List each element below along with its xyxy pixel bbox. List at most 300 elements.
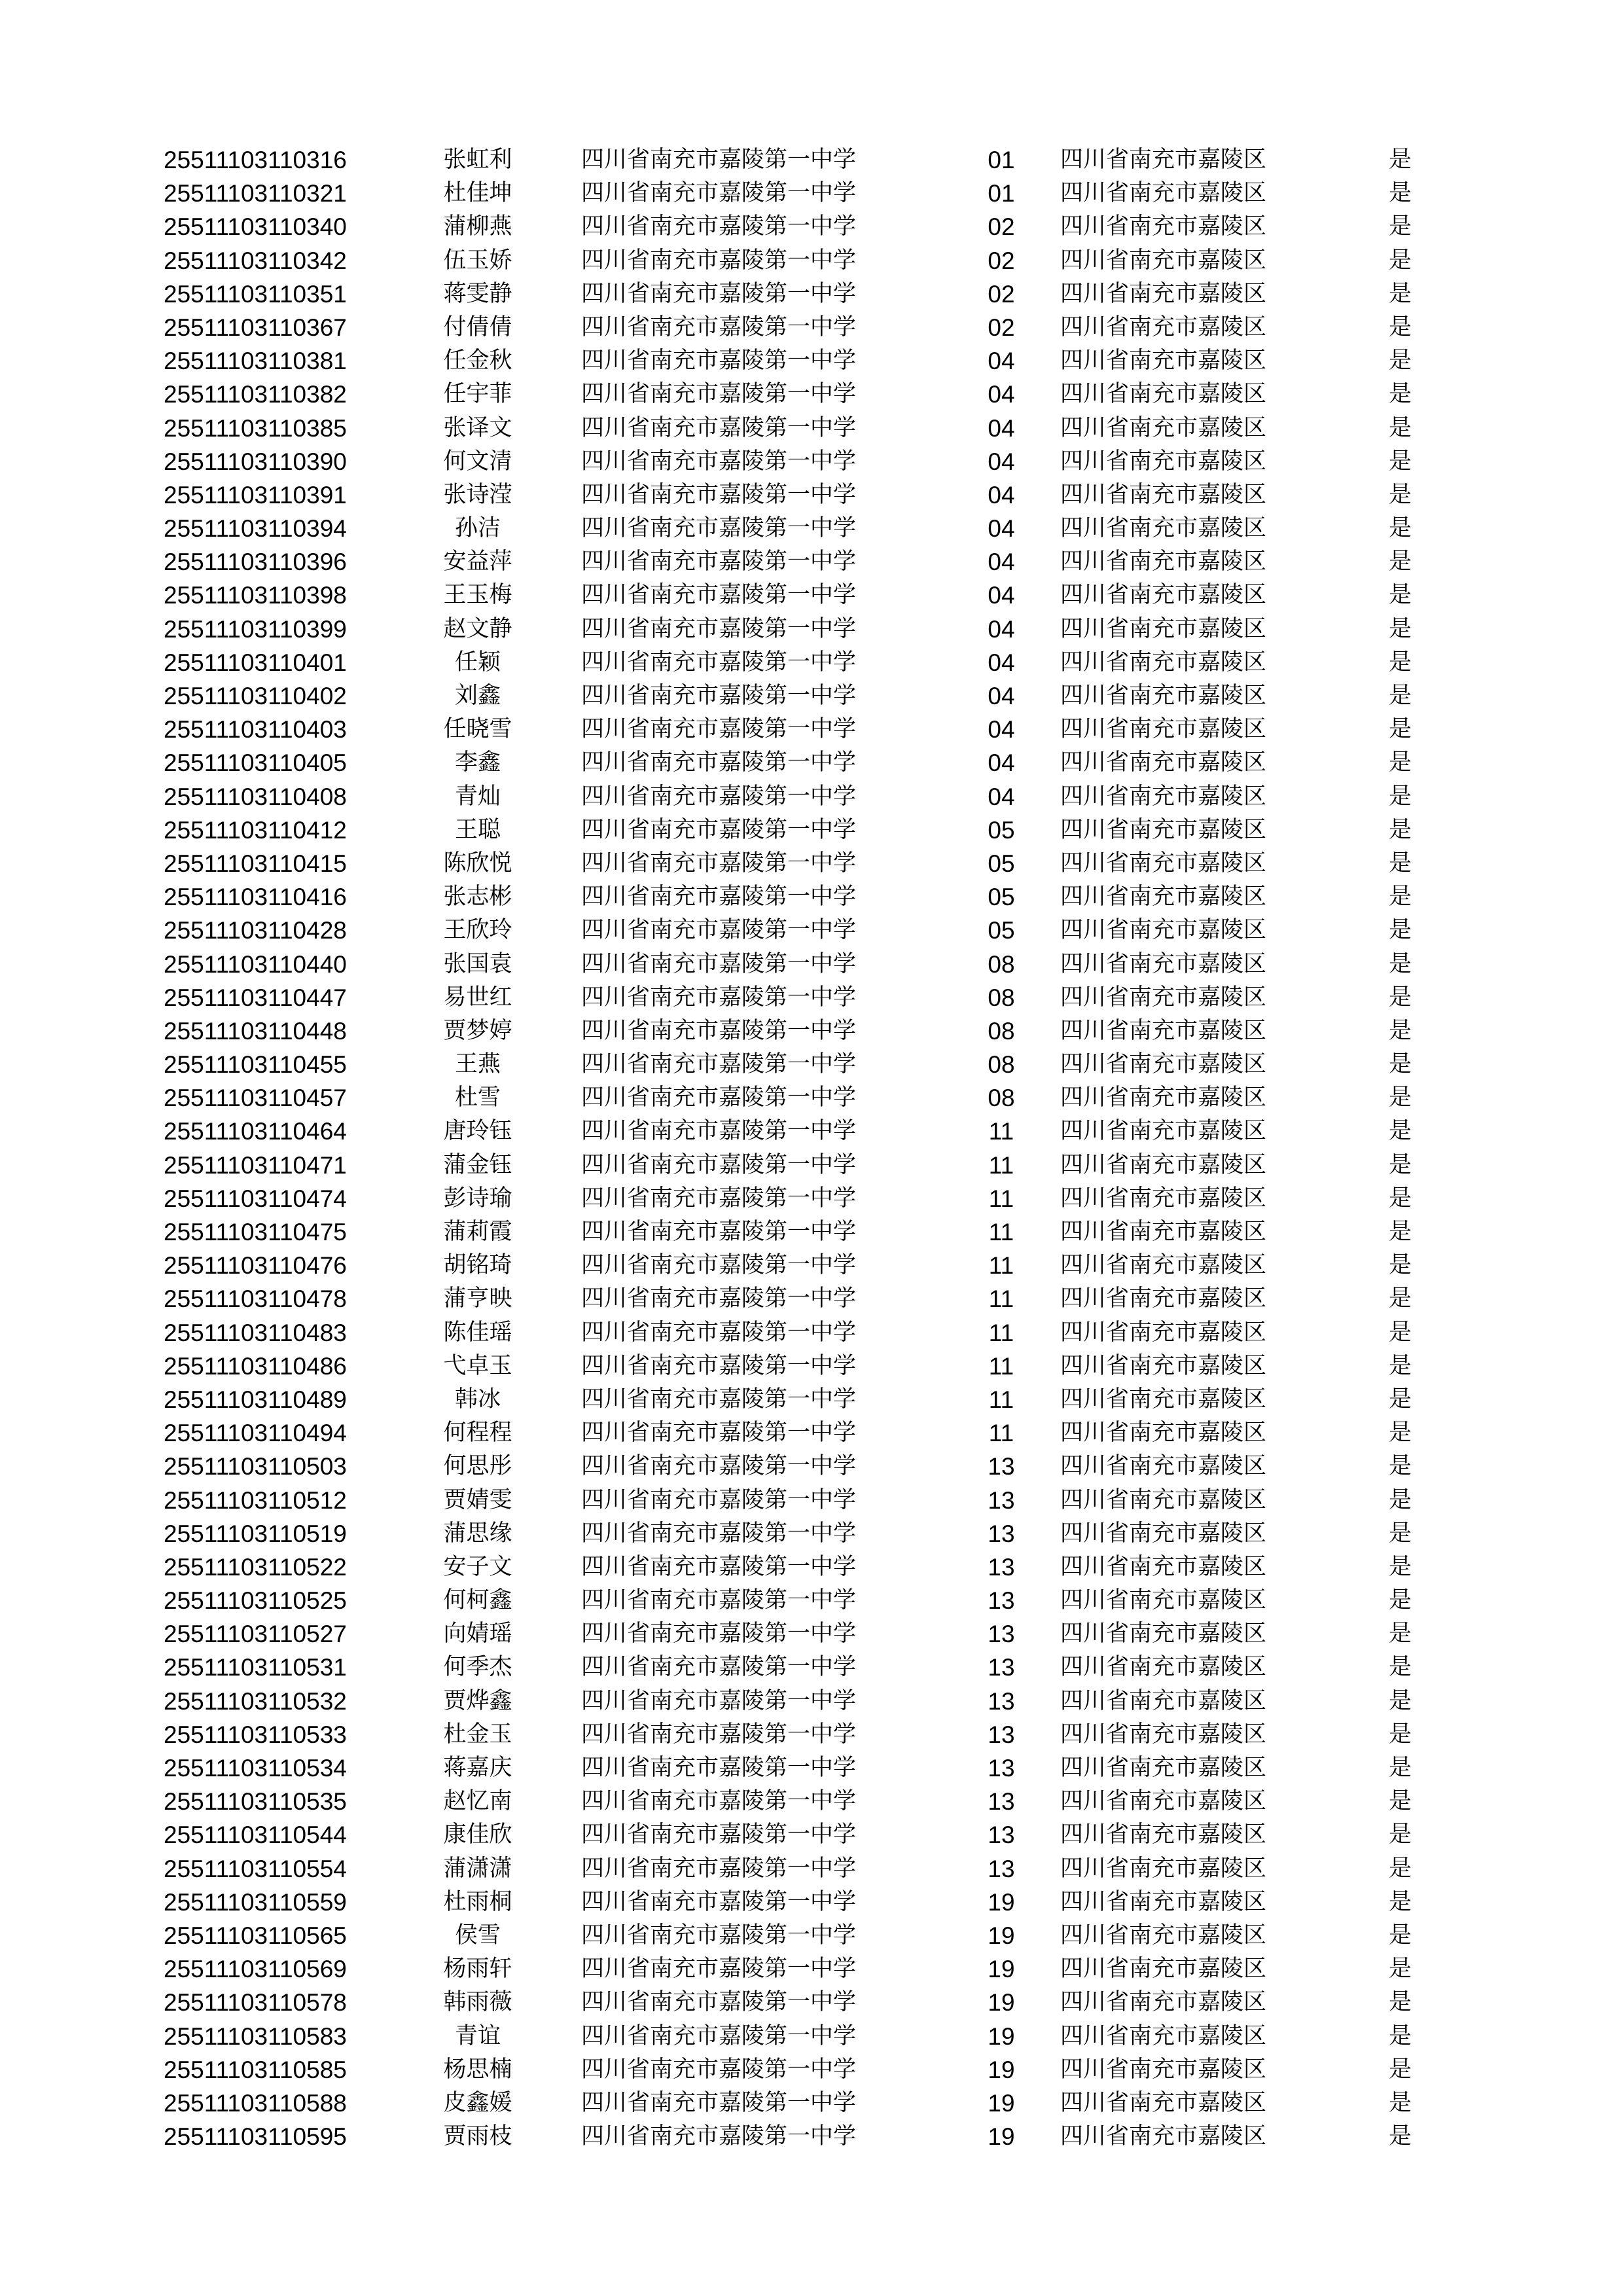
flag-cell: 是 bbox=[1389, 1386, 1412, 1412]
class-number-cell: 04 bbox=[988, 414, 1015, 442]
school-cell: 四川省南充市嘉陵第一中学 bbox=[581, 1486, 857, 1513]
flag-cell: 是 bbox=[1389, 2056, 1412, 2083]
student-name-cell: 何程程 bbox=[443, 1420, 512, 1446]
table-row bbox=[0, 1450, 1623, 1483]
school-cell: 四川省南充市嘉陵第一中学 bbox=[581, 1017, 857, 1044]
student-name-cell: 贾雨枝 bbox=[443, 2123, 512, 2150]
table-row bbox=[0, 1182, 1623, 1215]
student-name-cell: 杨思楠 bbox=[443, 2056, 512, 2083]
student-id-cell: 25511103110321 bbox=[164, 180, 347, 207]
class-number-cell: 11 bbox=[988, 1219, 1014, 1246]
school-cell: 四川省南充市嘉陵第一中学 bbox=[581, 1855, 857, 1882]
class-number-cell: 04 bbox=[988, 783, 1015, 810]
district-cell: 四川省南充市嘉陵区 bbox=[1060, 515, 1267, 542]
flag-cell: 是 bbox=[1389, 850, 1412, 876]
school-cell: 四川省南充市嘉陵第一中学 bbox=[581, 548, 857, 575]
table-row bbox=[0, 948, 1623, 981]
flag-cell: 是 bbox=[1389, 348, 1412, 374]
district-cell: 四川省南充市嘉陵区 bbox=[1060, 180, 1267, 207]
student-id-cell: 25511103110533 bbox=[164, 1721, 347, 1748]
flag-cell: 是 bbox=[1389, 1687, 1412, 1714]
student-name-cell: 安子文 bbox=[443, 1553, 512, 1580]
flag-cell: 是 bbox=[1389, 1621, 1412, 1647]
flag-cell: 是 bbox=[1389, 1185, 1412, 1211]
table-row bbox=[0, 2087, 1623, 2120]
school-cell: 四川省南充市嘉陵第一中学 bbox=[581, 1888, 857, 1915]
table-row bbox=[0, 1651, 1623, 1684]
district-cell: 四川省南充市嘉陵区 bbox=[1060, 950, 1267, 977]
flag-cell: 是 bbox=[1389, 515, 1412, 542]
student-name-cell: 付倩倩 bbox=[443, 314, 512, 340]
district-cell: 四川省南充市嘉陵区 bbox=[1060, 1319, 1267, 1346]
table-row bbox=[0, 1215, 1623, 1249]
class-number-cell: 08 bbox=[988, 984, 1015, 1011]
table-row bbox=[0, 1584, 1623, 1617]
student-id-cell: 25511103110399 bbox=[164, 615, 347, 643]
district-cell: 四川省南充市嘉陵区 bbox=[1060, 783, 1267, 810]
table-row bbox=[0, 1014, 1623, 1048]
district-cell: 四川省南充市嘉陵区 bbox=[1060, 1553, 1267, 1580]
student-name-cell: 皮鑫媛 bbox=[443, 2089, 512, 2116]
student-name-cell: 杜雨桐 bbox=[443, 1888, 512, 1915]
class-number-cell: 19 bbox=[988, 2089, 1015, 2117]
class-number-cell: 13 bbox=[988, 1553, 1015, 1581]
school-cell: 四川省南充市嘉陵第一中学 bbox=[581, 2056, 857, 2083]
district-cell: 四川省南充市嘉陵区 bbox=[1060, 1755, 1267, 1781]
district-cell: 四川省南充市嘉陵区 bbox=[1060, 1888, 1267, 1915]
district-cell: 四川省南充市嘉陵区 bbox=[1060, 1252, 1267, 1279]
student-id-cell: 25511103110385 bbox=[164, 414, 347, 442]
class-number-cell: 11 bbox=[988, 1252, 1014, 1280]
student-id-cell: 25511103110531 bbox=[164, 1654, 347, 1681]
class-number-cell: 04 bbox=[988, 649, 1015, 676]
student-name-cell: 侯雪 bbox=[454, 1922, 501, 1948]
student-id-cell: 25511103110535 bbox=[164, 1788, 347, 1816]
district-cell: 四川省南充市嘉陵区 bbox=[1060, 1788, 1267, 1815]
school-cell: 四川省南充市嘉陵第一中学 bbox=[581, 950, 857, 977]
student-id-cell: 25511103110544 bbox=[164, 1821, 347, 1849]
student-id-cell: 25511103110381 bbox=[164, 348, 347, 375]
district-cell: 四川省南充市嘉陵区 bbox=[1060, 1587, 1267, 1614]
student-id-cell: 25511103110486 bbox=[164, 1352, 347, 1380]
class-number-cell: 01 bbox=[988, 180, 1015, 207]
student-name-cell: 王玉梅 bbox=[443, 582, 512, 609]
class-number-cell: 05 bbox=[988, 816, 1015, 844]
student-id-cell: 25511103110585 bbox=[164, 2056, 347, 2083]
district-cell: 四川省南充市嘉陵区 bbox=[1060, 2056, 1267, 2083]
school-cell: 四川省南充市嘉陵第一中学 bbox=[581, 1587, 857, 1614]
student-id-cell: 25511103110415 bbox=[164, 850, 347, 877]
district-cell: 四川省南充市嘉陵区 bbox=[1060, 2022, 1267, 2049]
school-cell: 四川省南充市嘉陵第一中学 bbox=[581, 1185, 857, 1211]
student-id-cell: 25511103110475 bbox=[164, 1219, 347, 1246]
school-cell: 四川省南充市嘉陵第一中学 bbox=[581, 481, 857, 508]
table-row bbox=[0, 545, 1623, 579]
district-cell: 四川省南充市嘉陵区 bbox=[1060, 917, 1267, 944]
student-id-cell: 25511103110559 bbox=[164, 1888, 347, 1916]
school-cell: 四川省南充市嘉陵第一中学 bbox=[581, 816, 857, 843]
table-row bbox=[0, 1751, 1623, 1785]
student-name-cell: 蒲金钰 bbox=[443, 1151, 512, 1178]
student-id-cell: 25511103110474 bbox=[164, 1185, 347, 1212]
student-name-cell: 安益萍 bbox=[443, 548, 512, 575]
class-number-cell: 19 bbox=[988, 2022, 1015, 2050]
district-cell: 四川省南充市嘉陵区 bbox=[1060, 850, 1267, 876]
school-cell: 四川省南充市嘉陵第一中学 bbox=[581, 1285, 857, 1312]
class-number-cell: 04 bbox=[988, 381, 1015, 408]
student-id-cell: 25511103110569 bbox=[164, 1956, 347, 1983]
class-number-cell: 04 bbox=[988, 749, 1015, 777]
district-cell: 四川省南充市嘉陵区 bbox=[1060, 1654, 1267, 1681]
school-cell: 四川省南充市嘉陵第一中学 bbox=[581, 683, 857, 709]
district-cell: 四川省南充市嘉陵区 bbox=[1060, 381, 1267, 408]
table-row bbox=[0, 278, 1623, 311]
district-cell: 四川省南充市嘉陵区 bbox=[1060, 1621, 1267, 1647]
school-cell: 四川省南充市嘉陵第一中学 bbox=[581, 1821, 857, 1848]
student-table bbox=[0, 143, 1623, 2153]
table-row bbox=[0, 1517, 1623, 1551]
flag-cell: 是 bbox=[1389, 1017, 1412, 1044]
district-cell: 四川省南充市嘉陵区 bbox=[1060, 1051, 1267, 1078]
flag-cell: 是 bbox=[1389, 1587, 1412, 1614]
student-id-cell: 25511103110448 bbox=[164, 1017, 347, 1045]
flag-cell: 是 bbox=[1389, 615, 1412, 642]
class-number-cell: 04 bbox=[988, 716, 1015, 744]
flag-cell: 是 bbox=[1389, 582, 1412, 609]
student-id-cell: 25511103110428 bbox=[164, 917, 347, 944]
class-number-cell: 05 bbox=[988, 850, 1015, 877]
table-row bbox=[0, 1149, 1623, 1182]
class-number-cell: 13 bbox=[988, 1621, 1015, 1648]
student-name-cell: 彭诗瑜 bbox=[443, 1185, 512, 1211]
district-cell: 四川省南充市嘉陵区 bbox=[1060, 716, 1267, 743]
student-name-cell: 向婧瑶 bbox=[443, 1621, 512, 1647]
school-cell: 四川省南充市嘉陵第一中学 bbox=[581, 1252, 857, 1279]
table-row bbox=[0, 1952, 1623, 1986]
student-id-cell: 25511103110478 bbox=[164, 1285, 347, 1313]
flag-cell: 是 bbox=[1389, 1654, 1412, 1681]
student-name-cell: 陈佳瑶 bbox=[443, 1319, 512, 1346]
district-cell: 四川省南充市嘉陵区 bbox=[1060, 816, 1267, 843]
class-number-cell: 02 bbox=[988, 280, 1015, 308]
student-name-cell: 易世红 bbox=[443, 984, 512, 1011]
school-cell: 四川省南充市嘉陵第一中学 bbox=[581, 917, 857, 944]
table-row bbox=[0, 344, 1623, 378]
school-cell: 四川省南充市嘉陵第一中学 bbox=[581, 1151, 857, 1178]
student-name-cell: 青谊 bbox=[454, 2022, 501, 2049]
student-id-cell: 25511103110382 bbox=[164, 381, 347, 408]
table-row bbox=[0, 780, 1623, 814]
student-id-cell: 25511103110512 bbox=[164, 1486, 347, 1514]
table-row bbox=[0, 311, 1623, 344]
district-cell: 四川省南充市嘉陵区 bbox=[1060, 414, 1267, 441]
student-id-cell: 25511103110398 bbox=[164, 582, 347, 609]
district-cell: 四川省南充市嘉陵区 bbox=[1060, 1821, 1267, 1848]
district-cell: 四川省南充市嘉陵区 bbox=[1060, 649, 1267, 675]
school-cell: 四川省南充市嘉陵第一中学 bbox=[581, 850, 857, 876]
district-cell: 四川省南充市嘉陵区 bbox=[1060, 1922, 1267, 1948]
table-row bbox=[0, 1316, 1623, 1350]
table-row bbox=[0, 814, 1623, 847]
table-row bbox=[0, 143, 1623, 177]
district-cell: 四川省南充市嘉陵区 bbox=[1060, 1151, 1267, 1178]
flag-cell: 是 bbox=[1389, 984, 1412, 1011]
student-name-cell: 蒲柳燕 bbox=[443, 213, 512, 240]
flag-cell: 是 bbox=[1389, 1721, 1412, 1748]
table-row bbox=[0, 579, 1623, 612]
flag-cell: 是 bbox=[1389, 280, 1412, 307]
district-cell: 四川省南充市嘉陵区 bbox=[1060, 1386, 1267, 1412]
flag-cell: 是 bbox=[1389, 1888, 1412, 1915]
student-name-cell: 何文清 bbox=[443, 448, 512, 475]
table-row bbox=[0, 2053, 1623, 2087]
class-number-cell: 02 bbox=[988, 247, 1015, 274]
student-name-cell: 杨雨轩 bbox=[443, 1956, 512, 1982]
student-name-cell: 杜佳坤 bbox=[443, 180, 512, 207]
class-number-cell: 19 bbox=[988, 2123, 1015, 2151]
class-number-cell: 19 bbox=[988, 1888, 1015, 1916]
table-row bbox=[0, 177, 1623, 210]
student-name-cell: 任宇菲 bbox=[443, 381, 512, 408]
student-id-cell: 25511103110503 bbox=[164, 1453, 347, 1480]
flag-cell: 是 bbox=[1389, 1352, 1412, 1379]
flag-cell: 是 bbox=[1389, 1252, 1412, 1279]
school-cell: 四川省南充市嘉陵第一中学 bbox=[581, 1654, 857, 1681]
student-id-cell: 25511103110416 bbox=[164, 884, 347, 911]
table-row bbox=[0, 1282, 1623, 1316]
student-name-cell: 王聪 bbox=[454, 816, 501, 843]
student-id-cell: 25511103110476 bbox=[164, 1252, 347, 1280]
student-name-cell: 蒋嘉庆 bbox=[443, 1755, 512, 1781]
student-id-cell: 25511103110525 bbox=[164, 1587, 347, 1615]
flag-cell: 是 bbox=[1389, 448, 1412, 475]
class-number-cell: 13 bbox=[988, 1453, 1015, 1480]
student-id-cell: 25511103110408 bbox=[164, 783, 347, 810]
student-name-cell: 刘鑫 bbox=[454, 683, 501, 709]
district-cell: 四川省南充市嘉陵区 bbox=[1060, 683, 1267, 709]
class-number-cell: 04 bbox=[988, 582, 1015, 609]
student-id-cell: 25511103110447 bbox=[164, 984, 347, 1011]
student-id-cell: 25511103110394 bbox=[164, 515, 347, 543]
student-id-cell: 25511103110403 bbox=[164, 716, 347, 744]
class-number-cell: 13 bbox=[988, 1520, 1015, 1547]
school-cell: 四川省南充市嘉陵第一中学 bbox=[581, 1453, 857, 1480]
table-row bbox=[0, 1350, 1623, 1383]
flag-cell: 是 bbox=[1389, 716, 1412, 743]
flag-cell: 是 bbox=[1389, 749, 1412, 776]
class-number-cell: 13 bbox=[988, 1721, 1015, 1748]
student-id-cell: 25511103110340 bbox=[164, 213, 347, 241]
school-cell: 四川省南充市嘉陵第一中学 bbox=[581, 716, 857, 743]
student-id-cell: 25511103110588 bbox=[164, 2089, 347, 2117]
school-cell: 四川省南充市嘉陵第一中学 bbox=[581, 180, 857, 207]
school-cell: 四川省南充市嘉陵第一中学 bbox=[581, 1721, 857, 1748]
table-row bbox=[0, 1919, 1623, 1952]
table-row bbox=[0, 1551, 1623, 1584]
school-cell: 四川省南充市嘉陵第一中学 bbox=[581, 348, 857, 374]
student-name-cell: 孙洁 bbox=[454, 515, 501, 542]
district-cell: 四川省南充市嘉陵区 bbox=[1060, 1486, 1267, 1513]
class-number-cell: 11 bbox=[988, 1185, 1014, 1212]
student-name-cell: 蒲潇潇 bbox=[443, 1855, 512, 1882]
class-number-cell: 02 bbox=[988, 314, 1015, 341]
class-number-cell: 11 bbox=[988, 1118, 1014, 1145]
student-name-cell: 贾烨鑫 bbox=[443, 1687, 512, 1714]
school-cell: 四川省南充市嘉陵第一中学 bbox=[581, 1386, 857, 1412]
student-id-cell: 25511103110367 bbox=[164, 314, 347, 341]
district-cell: 四川省南充市嘉陵区 bbox=[1060, 1285, 1267, 1312]
district-cell: 四川省南充市嘉陵区 bbox=[1060, 884, 1267, 910]
district-cell: 四川省南充市嘉陵区 bbox=[1060, 1017, 1267, 1044]
student-id-cell: 25511103110401 bbox=[164, 649, 347, 676]
table-row bbox=[0, 746, 1623, 780]
student-id-cell: 25511103110595 bbox=[164, 2123, 347, 2151]
school-cell: 四川省南充市嘉陵第一中学 bbox=[581, 280, 857, 307]
school-cell: 四川省南充市嘉陵第一中学 bbox=[581, 247, 857, 274]
student-name-cell: 杜雪 bbox=[454, 1085, 501, 1111]
flag-cell: 是 bbox=[1389, 1855, 1412, 1882]
student-id-cell: 25511103110534 bbox=[164, 1755, 347, 1782]
student-id-cell: 25511103110316 bbox=[164, 147, 347, 173]
student-name-cell: 张诗滢 bbox=[443, 481, 512, 508]
class-number-cell: 13 bbox=[988, 1755, 1015, 1782]
flag-cell: 是 bbox=[1389, 683, 1412, 709]
student-id-cell: 25511103110396 bbox=[164, 548, 347, 576]
district-cell: 四川省南充市嘉陵区 bbox=[1060, 1687, 1267, 1714]
district-cell: 四川省南充市嘉陵区 bbox=[1060, 280, 1267, 307]
student-name-cell: 唐玲钰 bbox=[443, 1118, 512, 1145]
table-row bbox=[0, 512, 1623, 545]
district-cell: 四川省南充市嘉陵区 bbox=[1060, 1956, 1267, 1982]
student-name-cell: 任金秋 bbox=[443, 348, 512, 374]
table-row bbox=[0, 981, 1623, 1014]
student-id-cell: 25511103110471 bbox=[164, 1151, 347, 1179]
flag-cell: 是 bbox=[1389, 1319, 1412, 1346]
class-number-cell: 05 bbox=[988, 884, 1015, 911]
school-cell: 四川省南充市嘉陵第一中学 bbox=[581, 147, 857, 173]
student-id-cell: 25511103110554 bbox=[164, 1855, 347, 1882]
class-number-cell: 08 bbox=[988, 950, 1015, 978]
district-cell: 四川省南充市嘉陵区 bbox=[1060, 213, 1267, 240]
flag-cell: 是 bbox=[1389, 247, 1412, 274]
class-number-cell: 11 bbox=[988, 1386, 1014, 1413]
student-name-cell: 蒋雯静 bbox=[443, 280, 512, 307]
table-row bbox=[0, 1852, 1623, 1886]
table-row bbox=[0, 1048, 1623, 1081]
class-number-cell: 08 bbox=[988, 1085, 1015, 1112]
school-cell: 四川省南充市嘉陵第一中学 bbox=[581, 2089, 857, 2116]
class-number-cell: 13 bbox=[988, 1855, 1015, 1882]
school-cell: 四川省南充市嘉陵第一中学 bbox=[581, 381, 857, 408]
class-number-cell: 13 bbox=[988, 1486, 1015, 1514]
student-name-cell: 任颖 bbox=[454, 649, 501, 675]
school-cell: 四川省南充市嘉陵第一中学 bbox=[581, 1553, 857, 1580]
school-cell: 四川省南充市嘉陵第一中学 bbox=[581, 749, 857, 776]
district-cell: 四川省南充市嘉陵区 bbox=[1060, 1855, 1267, 1882]
class-number-cell: 04 bbox=[988, 348, 1015, 375]
student-id-cell: 25511103110532 bbox=[164, 1687, 347, 1715]
student-name-cell: 何季杰 bbox=[443, 1654, 512, 1681]
student-name-cell: 伍玉娇 bbox=[443, 247, 512, 274]
table-row bbox=[0, 1081, 1623, 1115]
table-row bbox=[0, 713, 1623, 746]
school-cell: 四川省南充市嘉陵第一中学 bbox=[581, 213, 857, 240]
student-name-cell: 王燕 bbox=[454, 1051, 501, 1078]
flag-cell: 是 bbox=[1389, 884, 1412, 910]
flag-cell: 是 bbox=[1389, 2022, 1412, 2049]
table-row bbox=[0, 1818, 1623, 1852]
school-cell: 四川省南充市嘉陵第一中学 bbox=[581, 1051, 857, 1078]
school-cell: 四川省南充市嘉陵第一中学 bbox=[581, 1621, 857, 1647]
student-name-cell: 赵忆南 bbox=[443, 1788, 512, 1815]
student-name-cell: 杜金玉 bbox=[443, 1721, 512, 1748]
student-name-cell: 蒲亨映 bbox=[443, 1285, 512, 1312]
class-number-cell: 04 bbox=[988, 615, 1015, 643]
table-row bbox=[0, 1115, 1623, 1148]
district-cell: 四川省南充市嘉陵区 bbox=[1060, 314, 1267, 340]
class-number-cell: 13 bbox=[988, 1788, 1015, 1816]
class-number-cell: 13 bbox=[988, 1687, 1015, 1715]
school-cell: 四川省南充市嘉陵第一中学 bbox=[581, 1755, 857, 1781]
table-row bbox=[0, 646, 1623, 679]
student-id-cell: 25511103110455 bbox=[164, 1051, 347, 1079]
class-number-cell: 19 bbox=[988, 2056, 1015, 2083]
district-cell: 四川省南充市嘉陵区 bbox=[1060, 1219, 1267, 1245]
flag-cell: 是 bbox=[1389, 213, 1412, 240]
student-id-cell: 25511103110522 bbox=[164, 1553, 347, 1581]
flag-cell: 是 bbox=[1389, 1219, 1412, 1245]
student-id-cell: 25511103110390 bbox=[164, 448, 347, 475]
school-cell: 四川省南充市嘉陵第一中学 bbox=[581, 615, 857, 642]
school-cell: 四川省南充市嘉陵第一中学 bbox=[581, 783, 857, 810]
district-cell: 四川省南充市嘉陵区 bbox=[1060, 1352, 1267, 1379]
flag-cell: 是 bbox=[1389, 1922, 1412, 1948]
class-number-cell: 02 bbox=[988, 213, 1015, 241]
student-name-cell: 赵文静 bbox=[443, 615, 512, 642]
flag-cell: 是 bbox=[1389, 481, 1412, 508]
school-cell: 四川省南充市嘉陵第一中学 bbox=[581, 582, 857, 609]
student-id-cell: 25511103110565 bbox=[164, 1922, 347, 1949]
flag-cell: 是 bbox=[1389, 548, 1412, 575]
flag-cell: 是 bbox=[1389, 1453, 1412, 1480]
student-id-cell: 25511103110494 bbox=[164, 1420, 347, 1447]
table-row bbox=[0, 679, 1623, 713]
table-row bbox=[0, 412, 1623, 445]
flag-cell: 是 bbox=[1389, 1821, 1412, 1848]
table-row bbox=[0, 1986, 1623, 2019]
district-cell: 四川省南充市嘉陵区 bbox=[1060, 749, 1267, 776]
student-name-cell: 蒲莉霞 bbox=[443, 1219, 512, 1245]
flag-cell: 是 bbox=[1389, 1420, 1412, 1446]
district-cell: 四川省南充市嘉陵区 bbox=[1060, 247, 1267, 274]
table-row bbox=[0, 1249, 1623, 1282]
flag-cell: 是 bbox=[1389, 1151, 1412, 1178]
table-row bbox=[0, 1718, 1623, 1751]
class-number-cell: 04 bbox=[988, 481, 1015, 509]
student-name-cell: 蒲思缘 bbox=[443, 1520, 512, 1547]
flag-cell: 是 bbox=[1389, 147, 1412, 173]
class-number-cell: 19 bbox=[988, 1989, 1015, 2017]
class-number-cell: 01 bbox=[988, 147, 1015, 173]
flag-cell: 是 bbox=[1389, 917, 1412, 944]
school-cell: 四川省南充市嘉陵第一中学 bbox=[581, 1687, 857, 1714]
school-cell: 四川省南充市嘉陵第一中学 bbox=[581, 1956, 857, 1982]
school-cell: 四川省南充市嘉陵第一中学 bbox=[581, 1420, 857, 1446]
flag-cell: 是 bbox=[1389, 414, 1412, 441]
table-row bbox=[0, 914, 1623, 947]
class-number-cell: 04 bbox=[988, 548, 1015, 576]
district-cell: 四川省南充市嘉陵区 bbox=[1060, 1185, 1267, 1211]
